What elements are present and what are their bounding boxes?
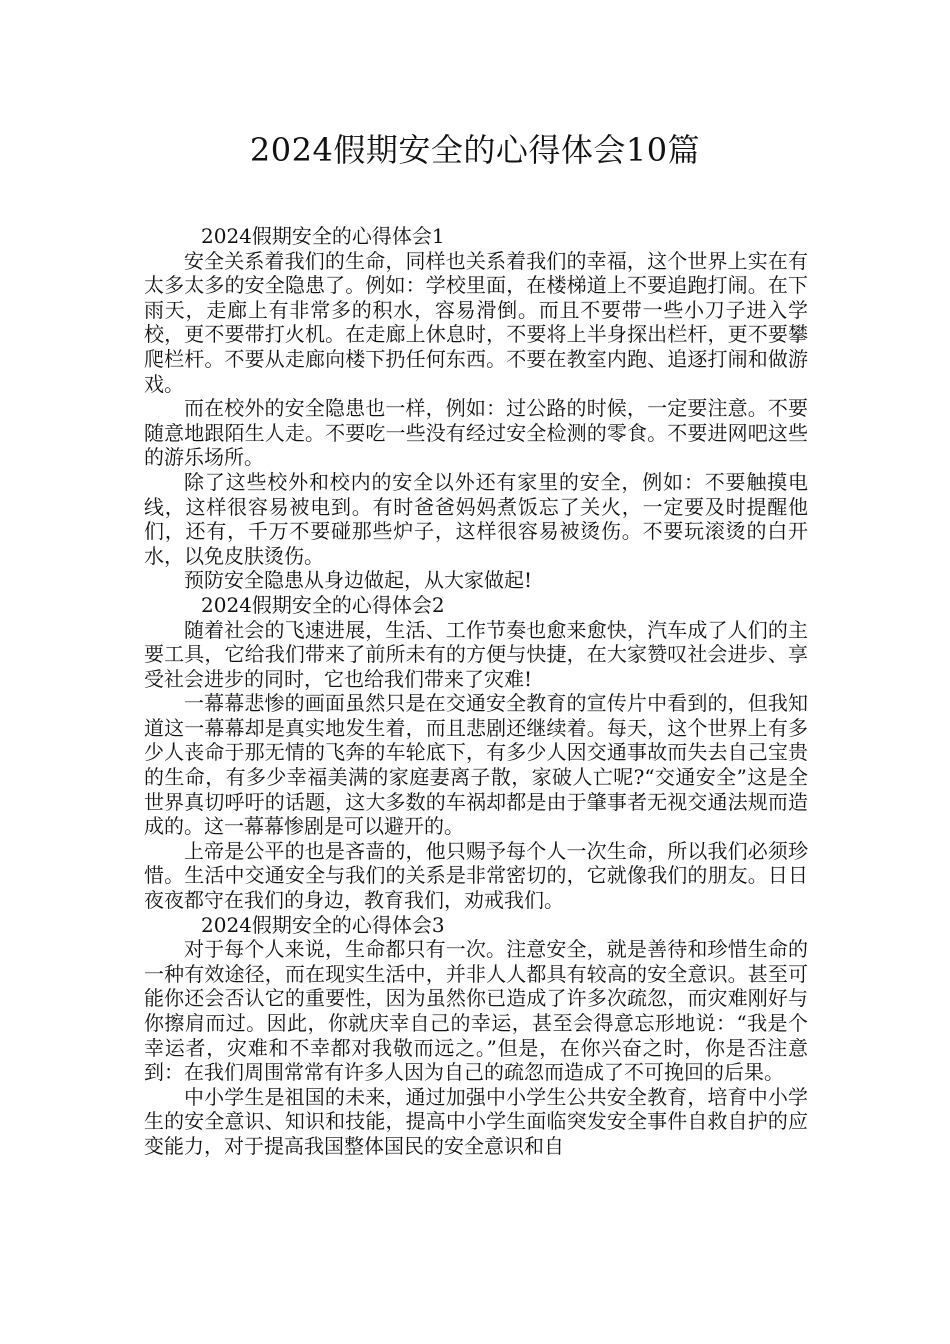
paragraph: 一幕幕悲惨的画面虽然只是在交通安全教育的宣传片中看到的，但我知道这一幕幕却是真实地发生着，而且悲剧还继续着。每天，这个世界上有多少人丧命于那无情的飞奔的车轮底下，有多少人因交通事故而失去自己宝贵的生命，有多少幸福美满的家庭妻离子散，家破人亡呢?“交通安全”这是全世界真切呼吁的话题，这大多数的车祸却都是由于肇事者无视交通法规而造成的。这一幕幕惨剧是可以避开的。 [144, 691, 808, 839]
paragraph: 安全关系着我们的生命，同样也关系着我们的幸福，这个世界上实在有太多太多的安全隐患了。例如：学校里面，在楼梯道上不要追跑打闹。在下雨天，走廊上有非常多的积水，容易滑倒。而且不要带一些小刀子进入学校，更不要带打火机。在走廊上休息时，不要将上半身探出栏杆，更不要攀爬栏杆。不要从走廊向楼下扔任何东西。不要在教室内跑、追逐打闹和做游戏。 [144, 248, 808, 396]
paragraph: 随着社会的飞速进展，生活、工作节奏也愈来愈快，汽车成了人们的主要工具，它给我们带来了前所未有的方便与快捷，在大家赞叹社会进步、享受社会进步的同时，它也给我们带来了灾难! [144, 617, 808, 691]
paragraph: 而在校外的安全隐患也一样，例如：过公路的时候，一定要注意。不要随意地跟陌生人走。不要吃一些没有经过安全检测的零食。不要进网吧这些的游乐场所。 [144, 396, 808, 470]
section-heading: 2024假期安全的心得体会2 [201, 592, 445, 617]
section-heading: 2024假期安全的心得体会1 [201, 224, 445, 248]
paragraph: 中小学生是祖国的未来，通过加强中小学生公共安全教育，培育中小学生的安全意识、知识和技能，提高中小学生面临突发安全事件自救自护的应变能力，对于提高我国整体国民的安全意识和自 [144, 1084, 808, 1158]
section-2 [144, 593, 808, 913]
section-3 [144, 913, 808, 1159]
section-heading: 2024假期安全的心得体会3 [201, 912, 445, 937]
document-title: 2024假期安全的心得体会10篇 [249, 131, 701, 169]
paragraph: 除了这些校外和校内的安全以外还有家里的安全，例如：不要触摸电线，这样很容易被电到。有时爸爸妈妈煮饭忘了关火，一定要及时提醒他们，还有，千万不要碰那些炉子，这样很容易被烫伤。不要玩滚烫的白开水，以免皮肤烫伤。 [144, 469, 808, 568]
paragraph: 预防安全隐患从身边做起，从大家做起! [184, 568, 533, 593]
section-1 [144, 224, 808, 593]
paragraph: 上帝是公平的也是吝啬的，他只赐予每个人一次生命，所以我们必须珍惜。生活中交通安全与我们的关系是非常密切的，它就像我们的朋友。日日夜夜都守在我们的身边，教育我们，劝戒我们。 [144, 838, 808, 913]
document-body [144, 224, 808, 1159]
paragraph: 对于每个人来说，生命都只有一次。注意安全，就是善待和珍惜生命的一种有效途径，而在现实生活中，并非人人都具有较高的安全意识。甚至可能你还会否认它的重要性，因为虽然你已造成了许多次疏忽，而灾难刚好与你擦肩而过。因此，你就庆幸自己的幸运，甚至会得意忘形地说：“我是个幸运者，灾难和不幸都对我敬而远之。”但是，在你兴奋之时，你是否注意到：在我们周围常常有许多人因为自己的疏忽而造成了不可挽回的后果。 [144, 937, 808, 1085]
